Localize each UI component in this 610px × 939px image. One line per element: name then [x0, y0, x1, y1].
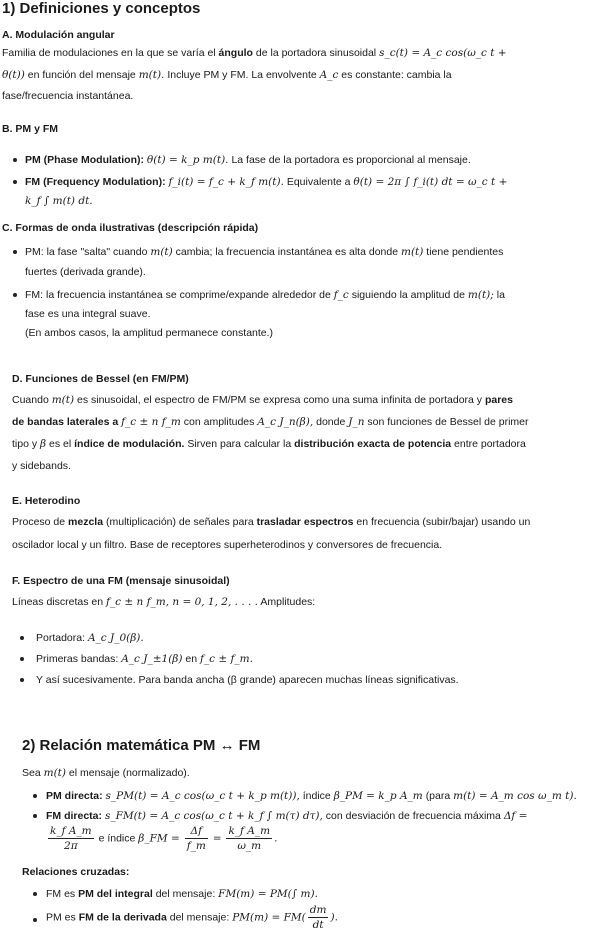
waveform-pm-item-line-2: fuertes (derivada grande).	[25, 266, 146, 278]
subsection-f-title: F. Espectro de una FM (mensaje sinusoidal)	[12, 575, 230, 587]
subsection-d-title: D. Funciones de Bessel (en FM/PM)	[12, 373, 189, 385]
bullet-dot	[13, 250, 17, 254]
waveform-pm-item: PM: la fase "salta" cuando m(t) cambia; la frecuencia instantánea es alta donde m(t) tiene pendientes	[25, 246, 504, 258]
paragraph-e-line-2: oscilador local y un filtro. Base de receptores superheterodinos y conversores de frecuencia.	[12, 539, 443, 551]
fraction: $\frac{\text{k\_f A\_m}}{2\pi}$	[50, 825, 92, 852]
fm-definition-item: FM (Frequency Modulation): f_i(t) = f_c + k_f m(t). Equivalente a θ(t) = 2π ∫ f_i(t) dt = ω_c t +	[25, 176, 508, 188]
subsection-e-title: E. Heterodino	[12, 495, 81, 507]
fm-definition-item-line-2: k_f ∫ m(t) dt.	[25, 195, 93, 207]
fraction: $\frac{\Delta f}{f\_m}$	[186, 825, 206, 852]
bullet-dot	[33, 918, 37, 922]
paragraph-f-line-1: Líneas discretas en f_c ± n f_m, n = 0, 1, 2, . . . . Amplitudes:	[12, 596, 316, 608]
waveform-fm-item: FM: la frecuencia instantánea se comprime/expande alrededor de f_c siguiendo la amplitud de m(t); la	[25, 289, 505, 301]
bullet-dot	[13, 293, 17, 297]
paragraph-d-line-4: y sidebands.	[12, 460, 71, 472]
spectrum-carrier-item: Portadora: A_c J_0(β).	[36, 632, 144, 644]
paragraph-a-line-1: Familia de modulaciones en la que se varía el ángulo de la portadora sinusoidal s_c(t) = A_c cos(ω_c t +	[2, 47, 507, 59]
section-2-title: 2) Relación matemática PM ↔ FM	[22, 737, 261, 754]
spectrum-first-bands-item: Primeras bandas: A_c J_±1(β) en f_c ± f_m.	[36, 653, 253, 665]
bullet-dot	[20, 678, 24, 682]
bullet-dot	[13, 180, 17, 184]
fraction: $\frac{\text{k\_f A\_m}}{\omega\_m}$	[228, 825, 271, 852]
paragraph-a-line-3: fase/frecuencia instantánea.	[2, 90, 134, 102]
bullet-dot	[20, 657, 24, 661]
spectrum-more-lines-item: Y así sucesivamente. Para banda ancha (β grande) aparecen muchas líneas significativas.	[36, 674, 459, 686]
waveform-note: (En ambos casos, la amplitud permanece constante.)	[25, 327, 274, 339]
subsection-a-title: A. Modulación angular	[2, 29, 115, 41]
fm-direct-item: FM directa: s_FM(t) = A_c cos(ω_c t + k_f ∫ m(τ) dτ), con desviación de frecuencia máxima Δf =	[46, 810, 528, 822]
paragraph-d-line-1: Cuando m(t) es sinusoidal, el espectro de FM/PM se expresa como una suma infinita de portadora y pares	[12, 394, 513, 406]
bullet-dot	[33, 892, 37, 896]
fm-direct-item-line-2: $\frac{\text{k\_f A\_m}}{2\pi}$ e índice β_FM = $\frac{\Delta f}{f\_m}$ = $\frac{\text{k\_f A\_m}}{\omega\_m}$ .	[50, 825, 278, 852]
fm-as-pm-item: FM es PM del integral del mensaje: FM(m) = PM(∫ m).	[46, 888, 318, 900]
pm-as-fm-item: PM es FM de la derivada del mensaje: PM(m) = FM( $\frac{dm}{dt}$ ).	[46, 904, 338, 931]
bullet-dot	[13, 158, 17, 162]
paragraph-d-line-3: tipo y β es el índice de modulación. Sirven para calcular la distribución exacta de potencia entre portadora	[12, 438, 526, 450]
pm-direct-item: PM directa: s_PM(t) = A_c cos(ω_c t + k_p m(t)), índice β_PM = k_p A_m (para m(t) = A_m cos ω_m t).	[46, 790, 577, 802]
bullet-dot	[20, 636, 24, 640]
subsection-b-title: B. PM y FM	[2, 123, 59, 135]
waveform-fm-item-line-2: fase es una integral suave.	[25, 308, 151, 320]
pm-definition-item: PM (Phase Modulation): θ(t) = k_p m(t). La fase de la portadora es proporcional al mensaje.	[25, 154, 471, 166]
paragraph-a-line-2: θ(t)) en función del mensaje m(t). Incluye PM y FM. La envolvente A_c es constante: cambia la	[2, 69, 452, 81]
subsection-c-title: C. Formas de onda ilustrativas (descripción rápida)	[2, 222, 259, 234]
paragraph-e-line-1: Proceso de mezcla (multiplicación) de señales para trasladar espectros en frecuencia (subir/bajar) usando un	[12, 516, 531, 528]
paragraph-d-line-2: de bandas laterales a f_c ± n f_m con amplitudes A_c J_n(β), donde J_n son funciones de Bessel de primer	[12, 416, 529, 428]
bullet-dot	[33, 814, 37, 818]
fraction: $\frac{dm}{dt}$	[309, 904, 327, 931]
section-2-intro: Sea m(t) el mensaje (normalizado).	[22, 767, 190, 779]
section-1-title: 1) Definiciones y conceptos	[2, 0, 201, 17]
cross-relations-title: Relaciones cruzadas:	[22, 866, 130, 878]
bullet-dot	[33, 794, 37, 798]
